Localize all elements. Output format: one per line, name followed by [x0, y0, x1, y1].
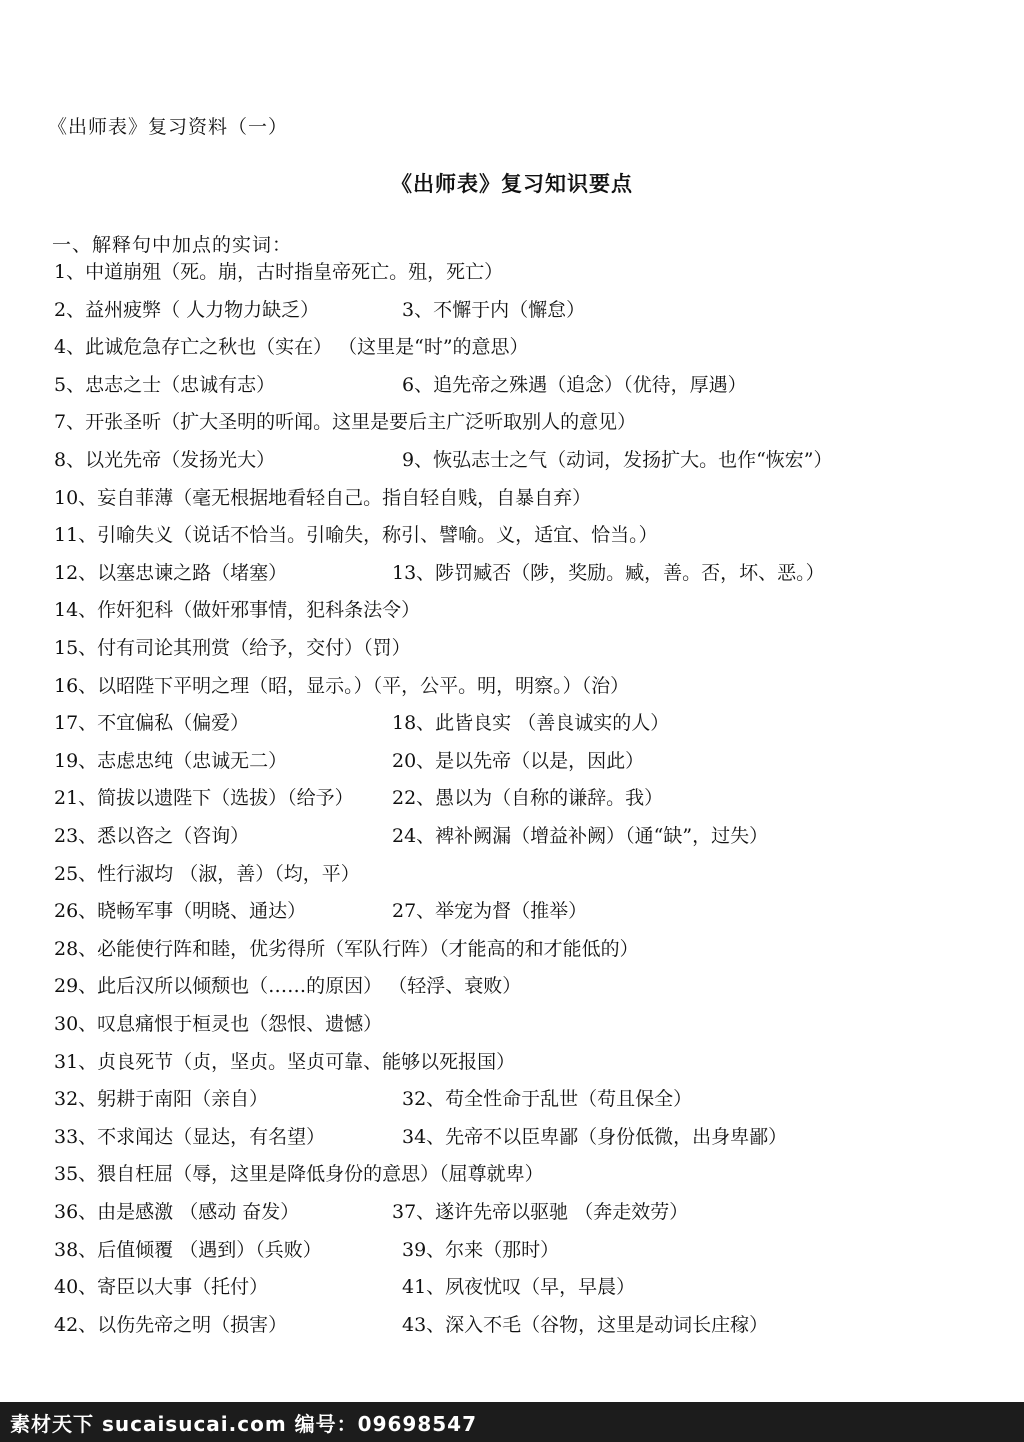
list-item-left: 36、由是感激 （感动 奋发） [54, 1201, 300, 1223]
list-item-left: 4、此诚危急存亡之秋也（实在） （这里是“时”的意思） [54, 336, 529, 358]
list-item-left: 25、性行淑均 （淑，善）（均，平） [54, 863, 360, 885]
list-item-left: 10、妄自菲薄（毫无根据地看轻自己。指自轻自贱，自暴自弃） [54, 487, 592, 509]
list-row [0, 1085, 1024, 1117]
list-row [0, 1198, 1024, 1230]
list-item-right: 24、裨补阙漏（增益补阙）（通“缺”，过失） [392, 825, 769, 847]
list-item-left: 38、后值倾覆 （遇到）（兵败） [54, 1239, 322, 1261]
list-item-right: 20、是以先帝（以是，因此） [392, 750, 645, 772]
list-item-left: 15、付有司论其刑赏（给予，交付）（罚） [54, 637, 411, 659]
list-item-left: 17、不宜偏私（偏爱） [54, 712, 250, 734]
list-row [0, 1123, 1024, 1155]
list-row [0, 1160, 1024, 1192]
list-item-right: 41、夙夜忧叹（早，早晨） [402, 1276, 636, 1298]
list-row [0, 672, 1024, 704]
list-item-right: 22、愚以为（自称的谦辞。我） [392, 787, 664, 809]
list-row [0, 935, 1024, 967]
list-item-left: 26、晓畅军事（明晓、通达） [54, 900, 307, 922]
list-item-right: 34、先帝不以臣卑鄙（身份低微，出身卑鄙） [402, 1126, 788, 1148]
list-row [0, 258, 1024, 290]
list-item-left: 14、作奸犯科（做奸邪事情，犯科条法令） [54, 599, 421, 621]
list-row [0, 1048, 1024, 1080]
document-title: 《出师表》复习资料（一） [48, 116, 289, 138]
list-item-left: 19、志虑忠纯（忠诚无二） [54, 750, 288, 772]
list-item-left: 1、中道崩殂（死。崩，古时指皇帝死亡。殂，死亡） [54, 261, 504, 283]
list-row [0, 709, 1024, 741]
list-row [0, 296, 1024, 328]
list-row [0, 822, 1024, 854]
list-item-left: 12、以塞忠谏之路（堵塞） [54, 562, 288, 584]
list-item-right: 13、陟罚臧否（陟，奖励。臧，善。否，坏、恶。） [392, 562, 825, 584]
list-item-right: 27、举宠为督（推举） [392, 900, 588, 922]
list-item-left: 2、益州疲弊（ 人力物力缺乏） [54, 299, 320, 321]
list-item-left: 30、叹息痛恨于桓灵也（怨恨、遗憾） [54, 1013, 383, 1035]
list-item-right: 32、苟全性命于乱世（苟且保全） [402, 1088, 693, 1110]
list-row [0, 1010, 1024, 1042]
list-item-left: 7、开张圣听（扩大圣明的听闻。这里是要后主广泛听取别人的意见） [54, 411, 637, 433]
main-heading: 《出师表》复习知识要点 [391, 171, 633, 196]
list-row [0, 1273, 1024, 1305]
watermark-text: 素材天下 sucaisucai.com 编号：09698547 [10, 1412, 477, 1436]
list-item-right: 9、恢弘志士之气（动词，发扬扩大。也作“恢宏”） [402, 449, 833, 471]
list-item-left: 21、简拔以遗陛下（选拔）（给予） [54, 787, 354, 809]
list-row [0, 333, 1024, 365]
list-item-right: 37、遂许先帝以驱驰 （奔走效劳） [392, 1201, 689, 1223]
list-item-left: 23、悉以咨之（咨询） [54, 825, 250, 847]
list-row [0, 897, 1024, 929]
list-item-left: 32、躬耕于南阳（亲自） [54, 1088, 269, 1110]
section-heading: 一、解释句中加点的实词： [52, 234, 293, 256]
list-row [0, 784, 1024, 816]
list-row [0, 408, 1024, 440]
list-item-left: 5、忠志之士（忠诚有志） [54, 374, 276, 396]
list-item-right: 6、追先帝之殊遇（追念）（优待，厚遇） [402, 374, 747, 396]
list-row [0, 596, 1024, 628]
list-item-left: 40、寄臣以大事（托付） [54, 1276, 269, 1298]
list-item-left: 35、猥自枉屈（辱，这里是降低身份的意思）（屈尊就卑） [54, 1163, 544, 1185]
list-row [0, 446, 1024, 478]
list-item-left: 31、贞良死节（贞，坚贞。坚贞可靠、能够以死报国） [54, 1051, 516, 1073]
list-row [0, 747, 1024, 779]
list-item-left: 42、以伤先帝之明（损害） [54, 1314, 288, 1336]
list-row [0, 371, 1024, 403]
list-row [0, 634, 1024, 666]
list-row [0, 521, 1024, 553]
list-item-right: 43、深入不毛（谷物，这里是动词长庄稼） [402, 1314, 769, 1336]
list-item-left: 28、必能使行阵和睦，优劣得所（军队行阵）（才能高的和才能低的） [54, 938, 639, 960]
list-item-left: 33、不求闻达（显达，有名望） [54, 1126, 326, 1148]
list-row [0, 1236, 1024, 1268]
list-row [0, 484, 1024, 516]
watermark-bar [0, 1402, 1024, 1442]
list-item-left: 29、此后汉所以倾颓也（……的原因） （轻浮、衰败） [54, 975, 522, 997]
list-row [0, 860, 1024, 892]
list-item-left: 16、以昭陛下平明之理（昭，显示。）（平，公平。明，明察。）（治） [54, 675, 630, 697]
list-item-left: 11、引喻失义（说话不恰当。引喻失，称引、譬喻。义，适宜、恰当。） [54, 524, 658, 546]
list-row [0, 1311, 1024, 1343]
list-item-right: 18、此皆良实 （善良诚实的人） [392, 712, 670, 734]
list-item-right: 39、尔来（那时） [402, 1239, 560, 1261]
list-row [0, 972, 1024, 1004]
list-item-right: 3、不懈于内（懈怠） [402, 299, 586, 321]
list-item-left: 8、以光先帝（发扬光大） [54, 449, 276, 471]
list-row [0, 559, 1024, 591]
